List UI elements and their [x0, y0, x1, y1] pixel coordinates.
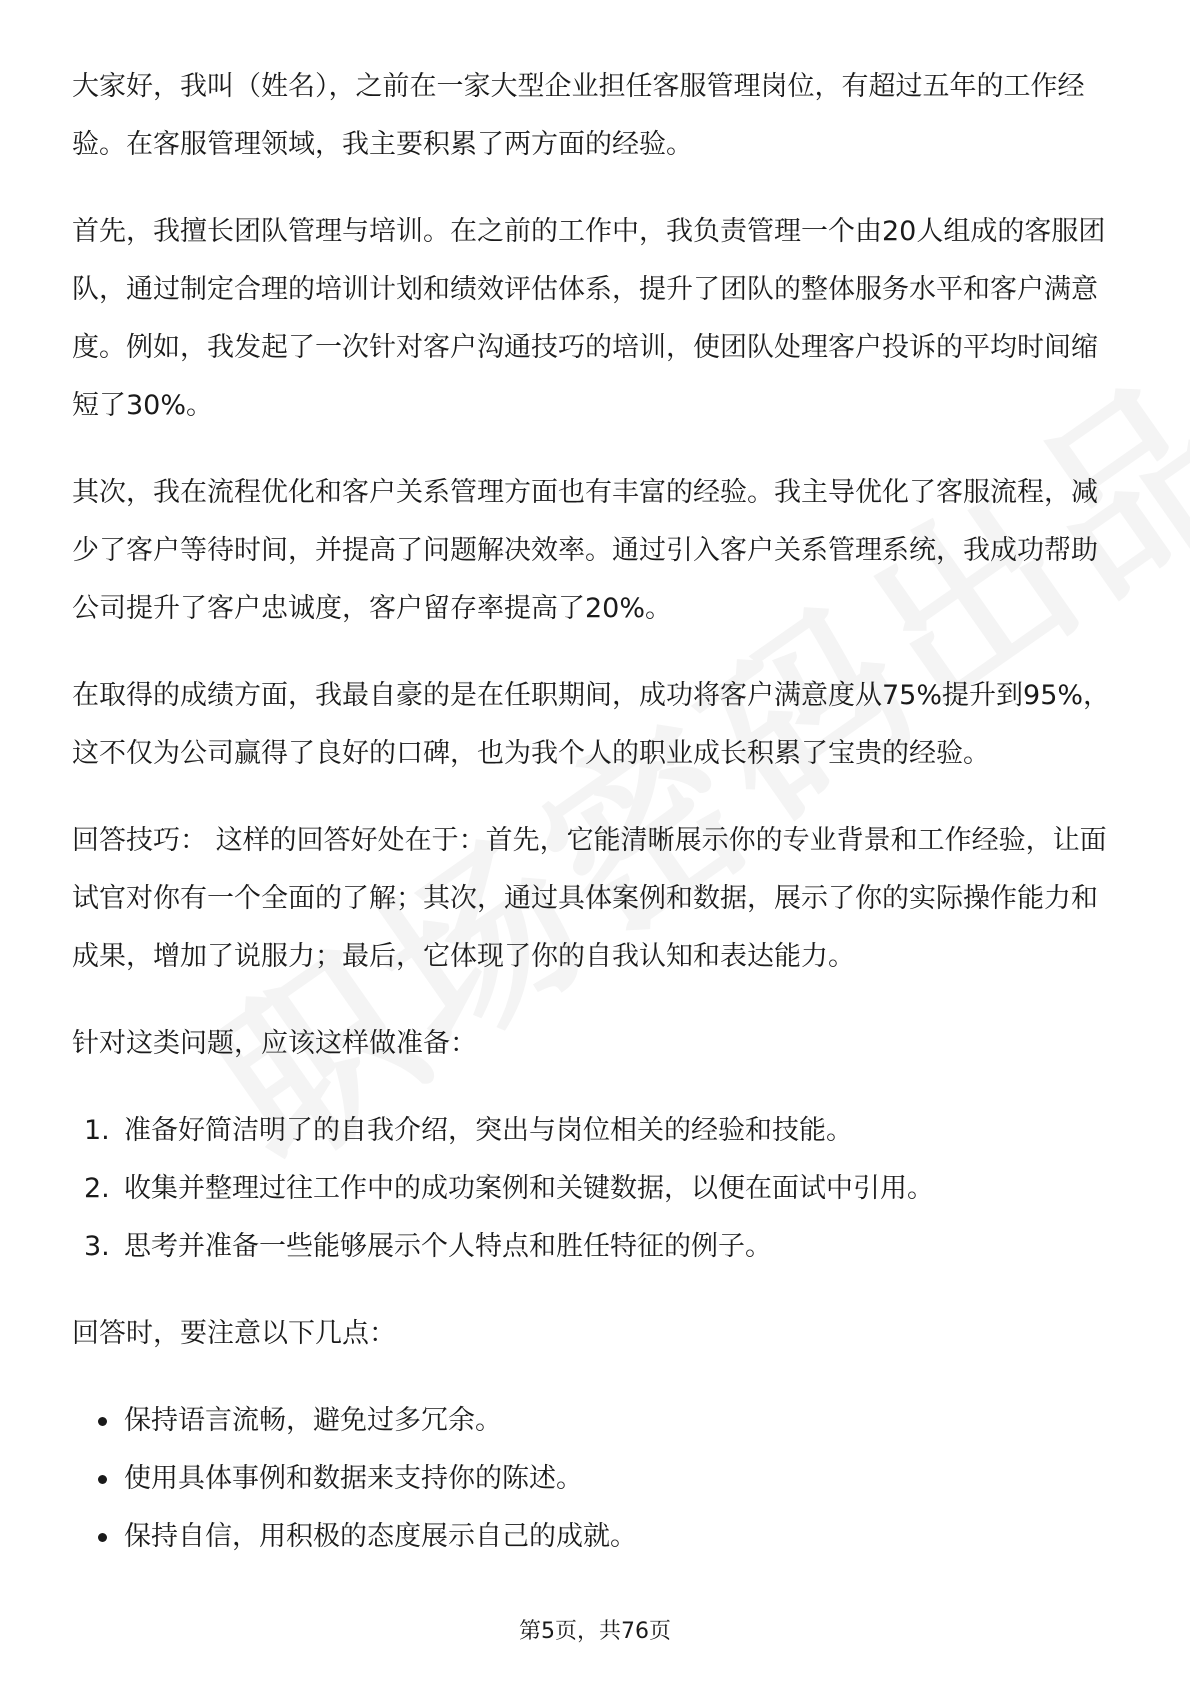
- notes-list: [72, 1392, 1122, 1566]
- paragraph-achievements: 在取得的成绩方面，我最自豪的是在任职期间，成功将客户满意度从75%提升到95%，这不仅为公司赢得了良好的口碑，也为我个人的职业成长积累了宝贵的经验。: [72, 680, 1111, 769]
- list-item: [72, 1160, 1122, 1218]
- list-item: [72, 1508, 1122, 1566]
- list-number: 1.: [84, 1115, 110, 1146]
- list-item-text: 思考并准备一些能够展示个人特点和胜任特征的例子。: [124, 1231, 772, 1262]
- list-item-text: 收集并整理过往工作中的成功案例和关键数据，以便在面试中引用。: [124, 1173, 934, 1204]
- bullet-dot-icon: [98, 1533, 107, 1542]
- paragraph-team-management: 首先，我擅长团队管理与培训。在之前的工作中，我负责管理一个由20人组成的客服团队，通过制定合理的培训计划和绩效评估体系，提升了团队的整体服务水平和客户满意度。例如，我发起了一次针对客户沟通技巧的培训，使团队处理客户投诉的平均时间缩短了30%。: [72, 216, 1106, 421]
- list-item-text: 准备好简洁明了的自我介绍，突出与岗位相关的经验和技能。: [124, 1115, 853, 1146]
- list-item-text: 使用具体事例和数据来支持你的陈述。: [124, 1463, 583, 1494]
- prep-intro: 针对这类问题，应该这样做准备：: [72, 1028, 477, 1059]
- list-item-text: 保持语言流畅，避免过多冗余。: [124, 1405, 502, 1436]
- paragraph-process-optimization: 其次，我在流程优化和客户关系管理方面也有丰富的经验。我主导优化了客服流程，减少了客户等待时间，并提高了问题解决效率。通过引入客户关系管理系统，我成功帮助公司提升了客户忠诚度，客户留存率提高了20%。: [72, 477, 1098, 624]
- bullet-dot-icon: [98, 1417, 107, 1426]
- paragraph-intro: 大家好，我叫（姓名），之前在一家大型企业担任客服管理岗位，有超过五年的工作经验。在客服管理领域，我主要积累了两方面的经验。: [72, 71, 1085, 160]
- list-number: 2.: [84, 1173, 110, 1204]
- list-item: [72, 1392, 1122, 1450]
- list-item-text: 保持自信，用积极的态度展示自己的成就。: [124, 1521, 637, 1552]
- paragraph-answer-tips: 回答技巧： 这样的回答好处在于：首先，它能清晰展示你的专业背景和工作经验，让面试官对你有一个全面的了解；其次，通过具体案例和数据，展示了你的实际操作能力和成果，增加了说服力；最后，它体现了你的自我认知和表达能力。: [72, 825, 1107, 972]
- list-item: [72, 1102, 1122, 1160]
- bullet-dot-icon: [98, 1475, 107, 1484]
- prep-list: [72, 1102, 1122, 1276]
- list-number: 3.: [84, 1231, 110, 1262]
- list-item: [72, 1450, 1122, 1508]
- list-item: [72, 1218, 1122, 1276]
- page-number: 第5页，共76页: [519, 1619, 671, 1644]
- notes-intro: 回答时，要注意以下几点：: [72, 1318, 396, 1349]
- document-body: [72, 58, 1122, 1595]
